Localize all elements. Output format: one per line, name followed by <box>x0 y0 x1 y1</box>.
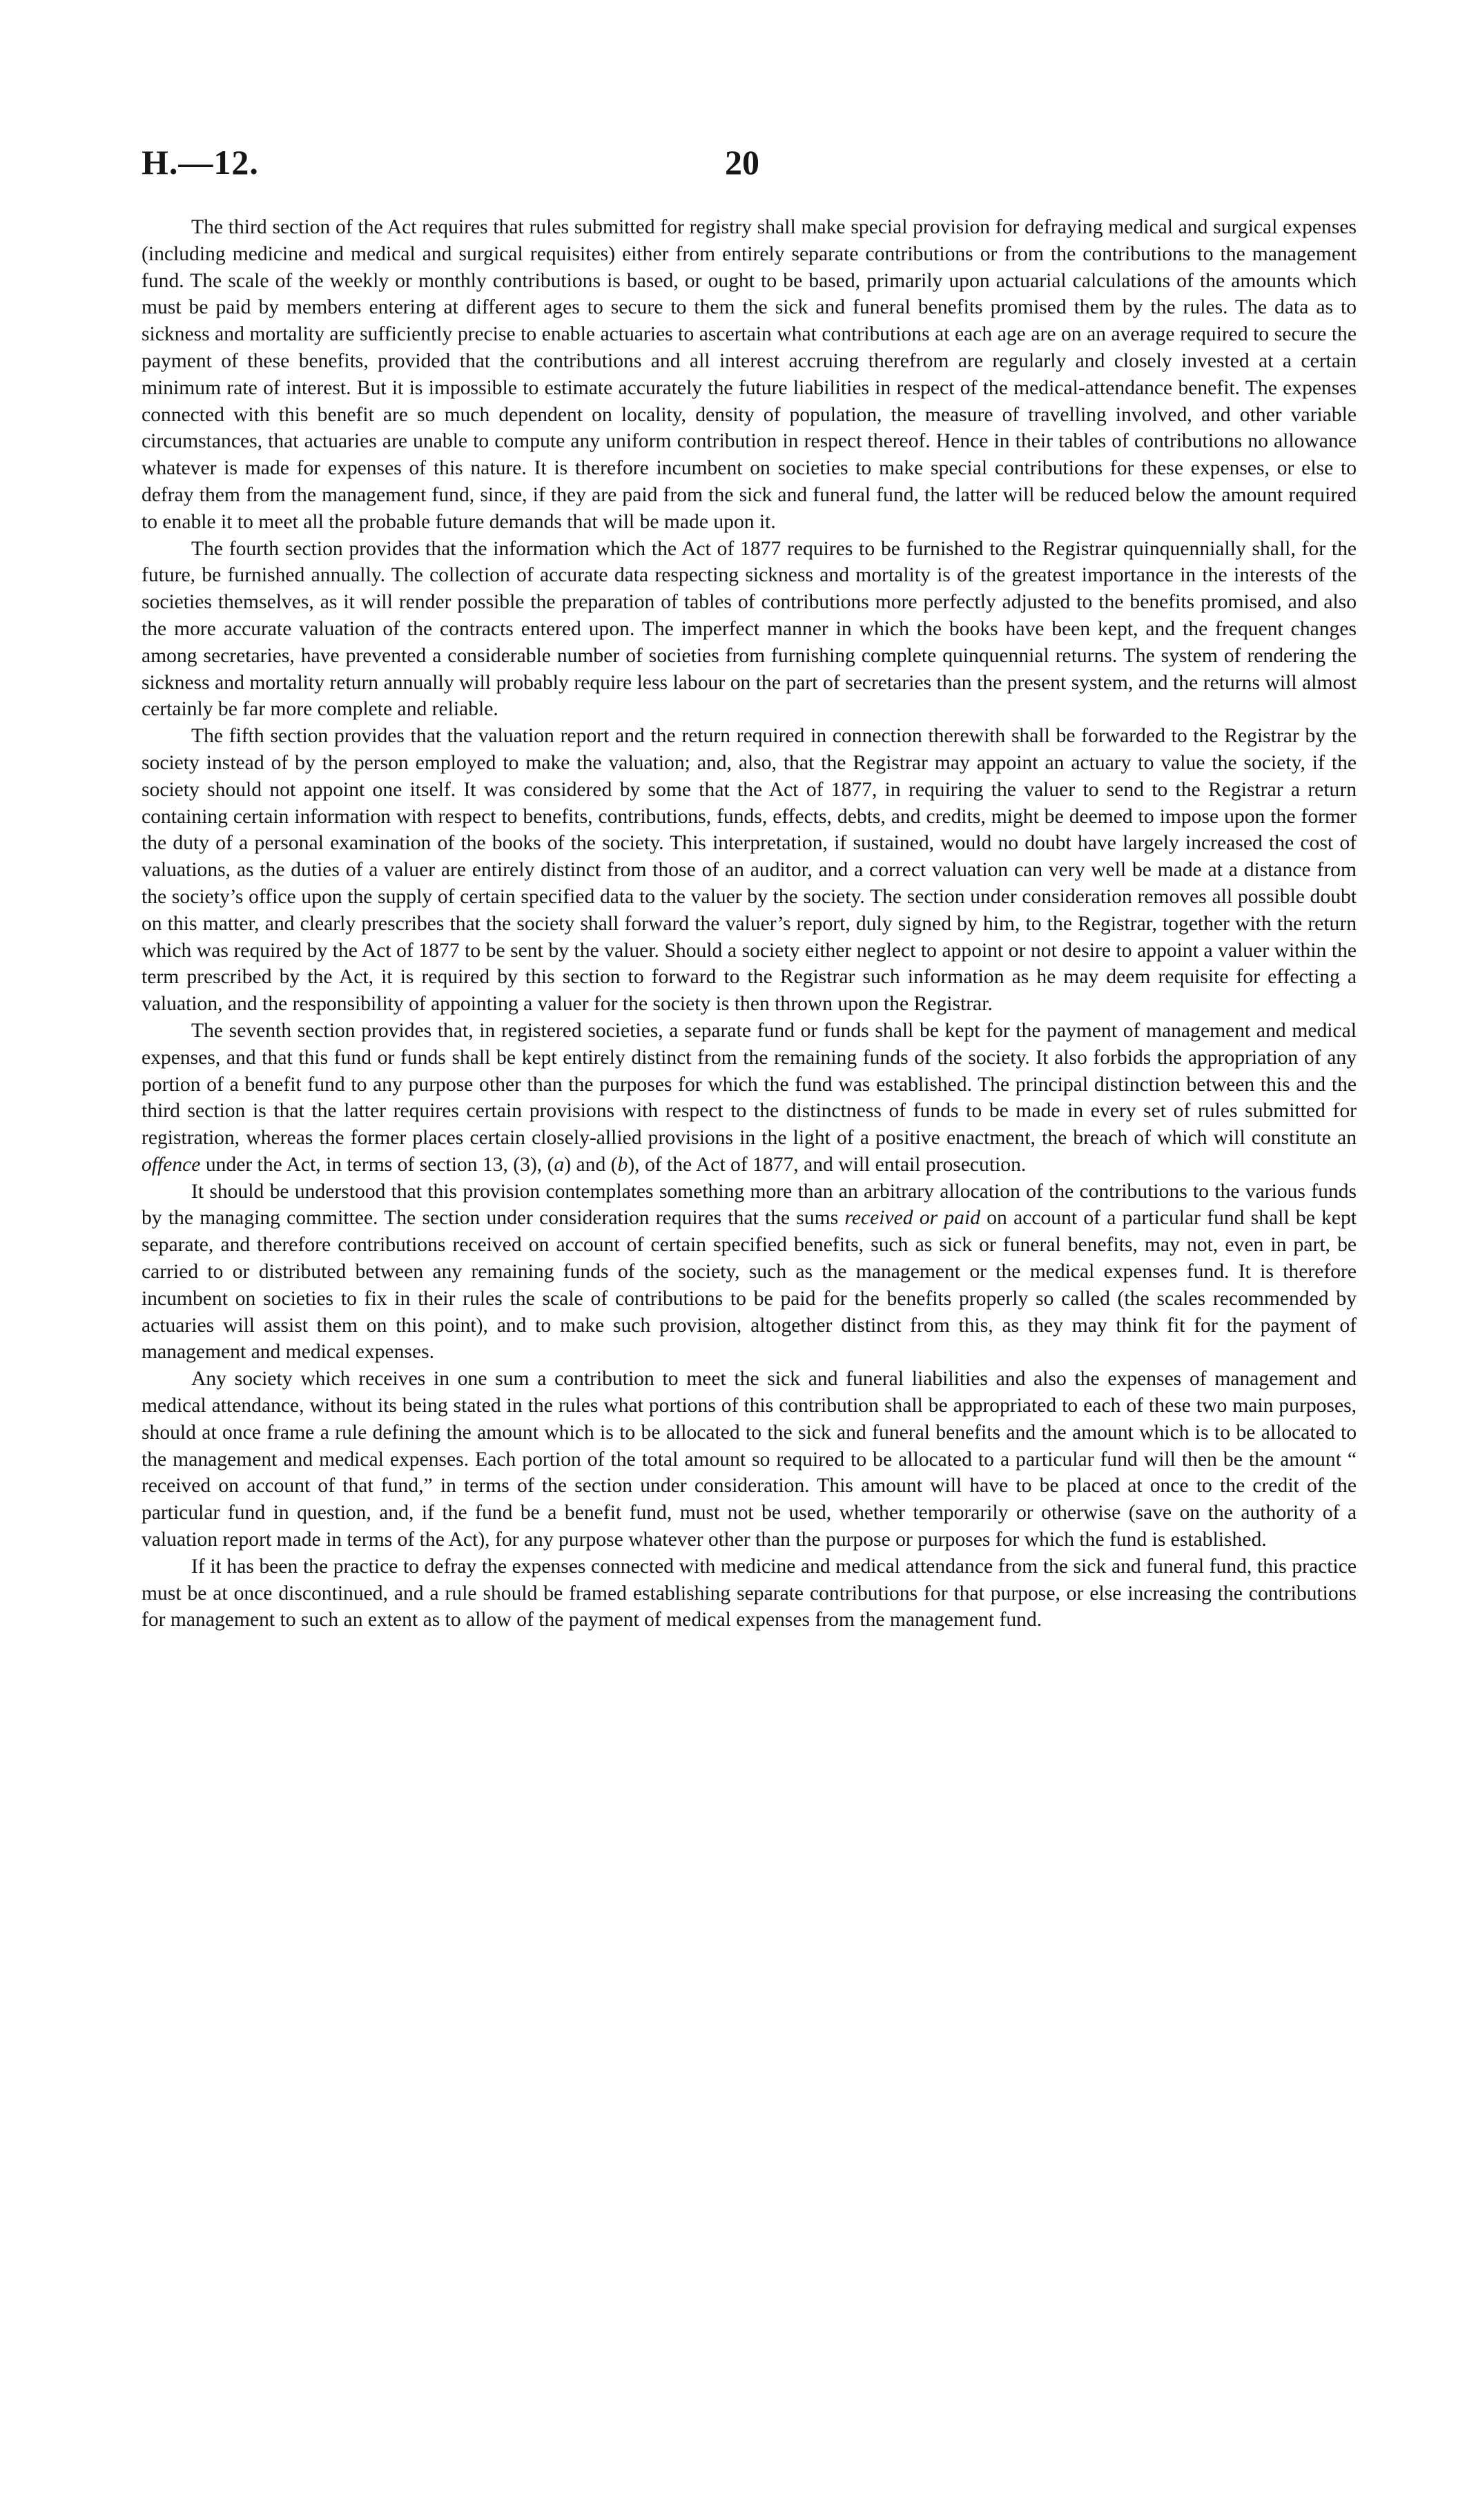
text-run: on account of a particular fund shall be kept separate, and therefore contributions received on account of certain specified benefits, such as sick or funeral benefits, may not, even in part, be carried to or distributed between any remaining funds of the society, such as the management or the medical expenses fund. It is therefore incumbent on societies to fix in their rules the scale of contributions to be paid for the benefits properly so called (the scales recommended by actuaries will assist them on this point), and to make such provision, altogether distinct from this, as they may think fit for the payment of management and medical expenses. <box>142 1207 1357 1364</box>
paragraph-single-contribution <box>142 1366 1357 1553</box>
text-run: If it has been the practice to defray the expenses connected with medicine and medical attendance from the sick and funeral fund, this practice must be at once discontinued, and a rule should be framed establishing separate contributions for that purpose, or else increasing the contributions for management to such an extent as to allow of the payment of medical expenses from the management fund. <box>142 1555 1357 1631</box>
paragraph-allocation <box>142 1179 1357 1366</box>
italic-text-run: a <box>554 1153 565 1176</box>
text-run: Any society which receives in one sum a contribution to meet the sick and funeral liabilities and also the expenses of management and medical attendance, without its being stated in the rules what portions of this contribution shall be appropriated to each of these two main purposes, should at once frame a rule defining the amount which is to be allocated to the sick and funeral benefits and the amount which is to be allocated to the management and medical expenses. Each portion of the total amount so required to be allocated to a particular fund will then be the amount “ received on account of that fund,” in terms of the section under consideration. This amount will have to be placed at once to the credit of the particular fund in question, and, if the fund be a benefit fund, must not be used, whether temporarily or otherwise (save on the authority of a valuation report made in terms of the Act), for any purpose whatever other than the purpose or purposes for which the fund is established. <box>142 1368 1357 1551</box>
text-run: The third section of the Act requires that rules submitted for registry shall make special provision for defraying medical and surgical expenses (including medicine and medical and surgical requisites) either from entirely separate contributions or from the contributions to the management fund. The scale of the weekly or monthly contributions is based, or ought to be based, primarily upon actuarial calculations of the amounts which must be paid by members entering at different ages to secure to them the sick and funeral benefits promised them by the rules. The data as to sickness and mortality are sufficiently precise to enable actuaries to ascertain what contributions at each age are on an average required to secure the payment of these benefits, provided that the contributions and all interest accruing therefrom are regularly and closely invested at a certain minimum rate of interest. But it is impossible to estimate accurately the future liabilities in respect of the medical-attendance benefit. The expenses connected with this benefit are so much dependent on locality, density of population, the measure of travelling involved, and other variable circumstances, that actuaries are unable to compute any uniform contribution in respect thereof. Hence in their tables of contributions no allowance whatever is made for expenses of this nature. It is therefore incumbent on societies to make special contributions for these expenses, or else to defray them from the management fund, since, if they are paid from the sick and funeral fund, the latter will be reduced below the amount required to enable it to meet all the probable future demands that will be made upon it. <box>142 216 1357 533</box>
paragraph-third-section <box>142 214 1357 536</box>
paragraph-seventh-section <box>142 1018 1357 1179</box>
paragraph-medical-practice <box>142 1553 1357 1634</box>
italic-text-run: offence <box>142 1153 201 1176</box>
text-run: It should be understood that this provision contemplates something more than an arbitrary allocation of the contributions to the various funds by the managing committee. The section under consideration requires that the sums <box>142 1180 1357 1230</box>
italic-text-run: b <box>617 1153 628 1176</box>
document-reference: H.—12. <box>142 143 259 182</box>
text-run: The seventh section provides that, in registered societies, a separate fund or funds shall be kept for the payment of management and medical expenses, and that this fund or funds shall be kept entirely distinct from the remaining funds of the society. It also forbids the appropriation of any portion of a benefit fund to any purpose other than the purposes for which the fund was established. The principal distinction between this and the third section is that the latter requires certain provisions with respect to the distinctness of funds to be made in every set of rules submitted for registration, whereas the former places certain closely-allied provisions in the light of a positive enactment, the breach of which will constitute an <box>142 1019 1357 1150</box>
italic-text-run: received or paid <box>844 1207 980 1230</box>
paragraph-fifth-section <box>142 723 1357 1018</box>
text-run: ) and ( <box>564 1153 618 1176</box>
text-run: The fifth section provides that the valuation report and the return required in connection therewith shall be forwarded to the Registrar by the society instead of by the person employed to make the valuation; and, also, that the Registrar may appoint an actuary to value the society, if the society should not appoint one itself. It was considered by some that the Act of 1877, in requiring the valuer to send to the Registrar a return containing certain information with respect to benefits, contributions, funds, effects, debts, and credits, might be deemed to impose upon the former the duty of a personal examination of the books of the society. This interpretation, if sustained, would no doubt have largely increased the cost of valuations, as the duties of a valuer are entirely distinct from those of an auditor, and a correct valuation can very well be made at a distance from the society’s office upon the supply of certain specified data to the valuer by the society. The section under consideration removes all possible doubt on this matter, and clearly prescribes that the society shall forward the valuer’s report, duly signed by him, to the Registrar, together with the return which was required by the Act of 1877 to be sent by the valuer. Should a society either neglect to appoint or not desire to appoint a valuer within the term prescribed by the Act, it is required by this section to forward to the Registrar such information as he may deem requisite for effecting a valuation, and the responsibility of appointing a valuer for the society is then thrown upon the Registrar. <box>142 725 1357 1016</box>
text-run: ), of the Act of 1877, and will entail prosecution. <box>628 1153 1027 1176</box>
body-text <box>142 214 1357 1634</box>
text-run: under the Act, in terms of section 13, (3), ( <box>200 1153 554 1176</box>
page-number: 20 <box>725 143 759 182</box>
paragraph-fourth-section <box>142 536 1357 724</box>
text-run: The fourth section provides that the information which the Act of 1877 requires to be furnished to the Registrar quinquennially shall, for the future, be furnished annually. The collection of accurate data respecting sickness and mortality is of the greatest importance in the interests of the societies themselves, as it will render possible the preparation of tables of contributions more perfectly adjusted to the benefits promised, and also the more accurate valuation of the contracts entered upon. The imperfect manner in which the books have been kept, and the frequent changes among secretaries, have prevented a considerable number of societies from furnishing complete quinquennial returns. The system of rendering the sickness and mortality return annually will probably require less labour on the part of secretaries than the present system, and the returns will almost certainly be far more complete and reliable. <box>142 537 1357 721</box>
